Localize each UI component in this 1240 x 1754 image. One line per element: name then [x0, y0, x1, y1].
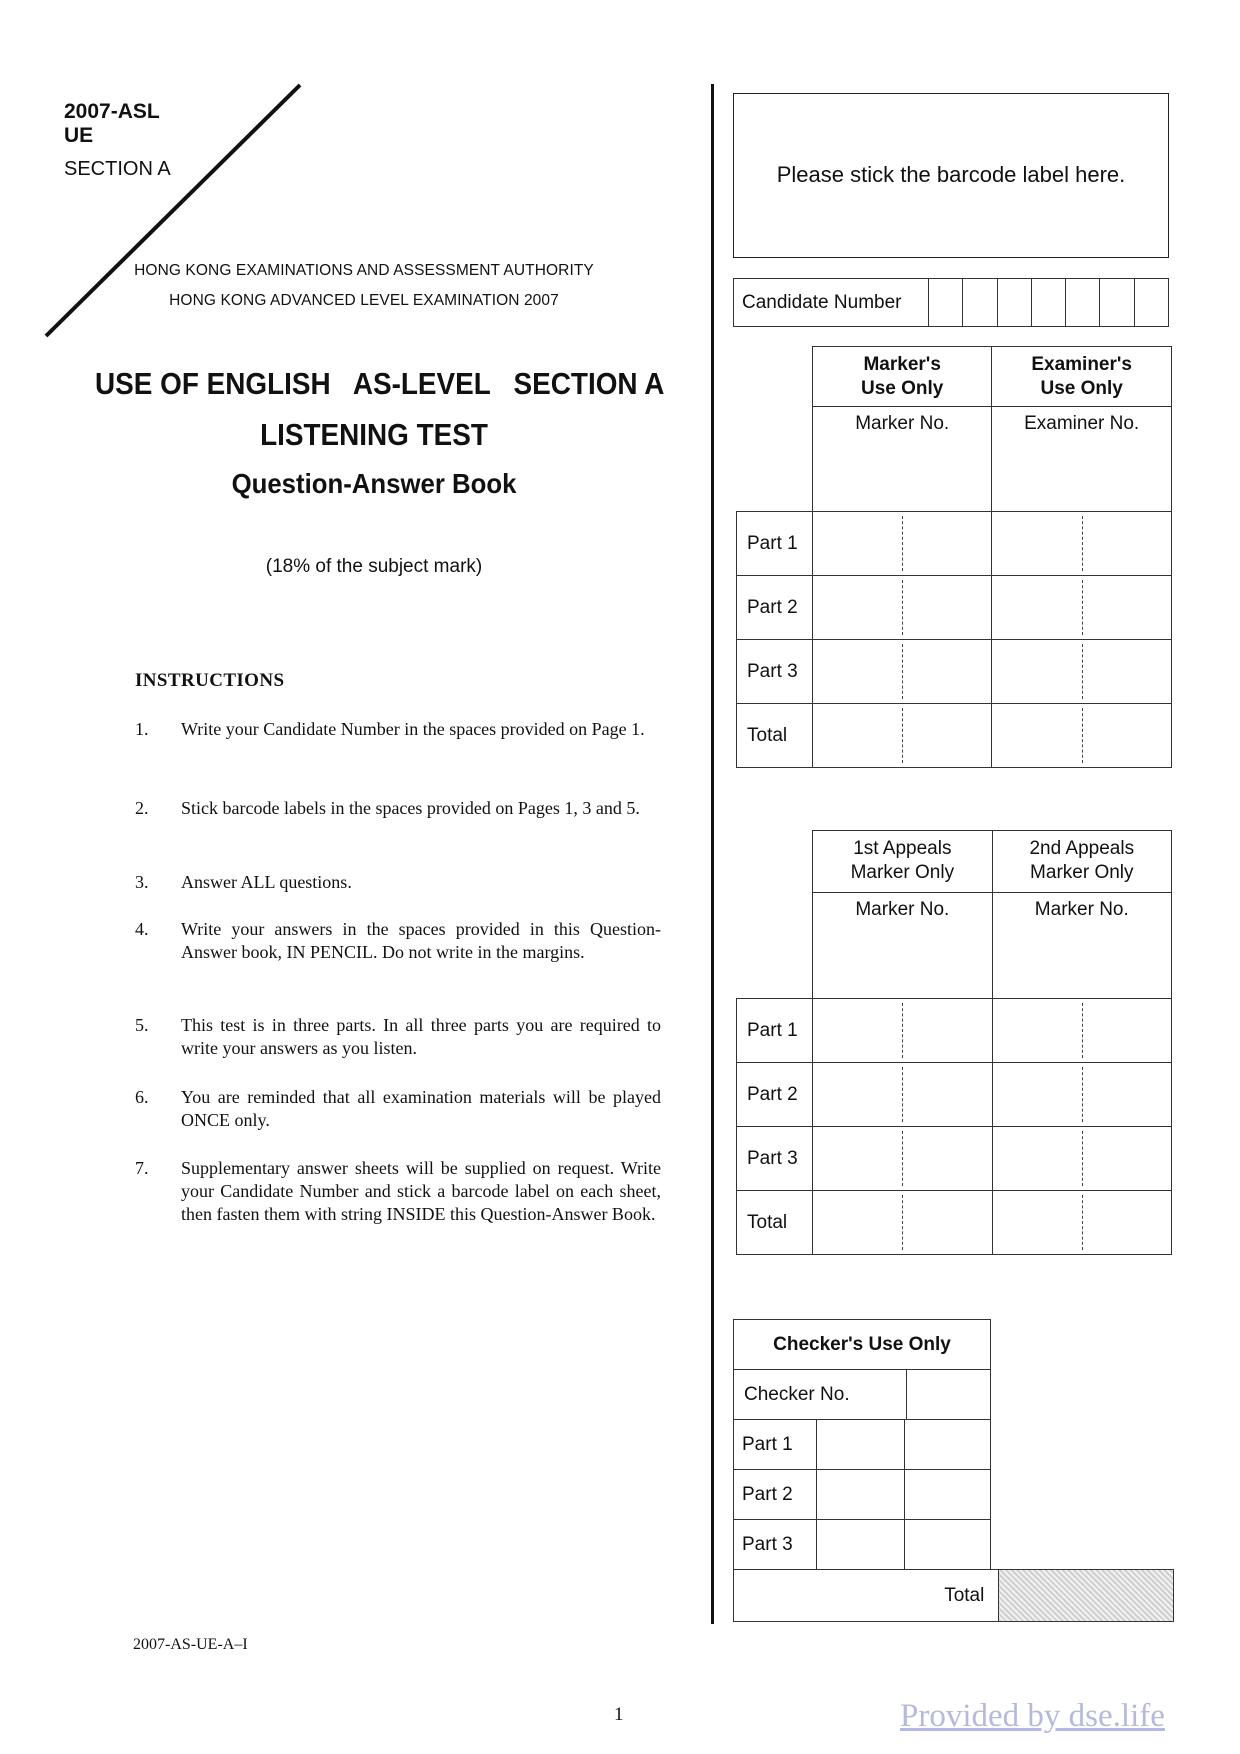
- column-divider: [711, 84, 714, 1624]
- candidate-digit-box[interactable]: [997, 279, 1031, 327]
- row-label: Part 1: [737, 999, 813, 1063]
- instruction-item: [135, 871, 665, 895]
- instruction-text: Write your Candidate Number in the spaces provided on Page 1.: [181, 719, 645, 739]
- instruction-number: 5.: [135, 1015, 149, 1035]
- checker-total-table: [733, 1569, 1174, 1622]
- score-cell[interactable]: [992, 704, 1172, 768]
- instruction-text: Supplementary answer sheets will be supplied on request. Write your Candidate Number and stick a barcode label on each sheet, then fasten them with string INSIDE this Question-Answer Book.: [181, 1158, 661, 1224]
- paper-code-line1: 2007-ASL: [64, 100, 160, 123]
- candidate-digit-box[interactable]: [1066, 279, 1100, 327]
- row-label: Total: [737, 704, 813, 768]
- instruction-text: This test is in three parts. In all three parts you are required to write your answers as you listen.: [181, 1015, 661, 1058]
- first-appeals-header: 1st Appeals Marker Only: [813, 831, 992, 893]
- marker-no-cell[interactable]: Marker No.: [813, 893, 992, 999]
- paper-code-line2: UE: [64, 124, 94, 147]
- instruction-item: [135, 1157, 665, 1251]
- row-label: Total: [737, 1191, 813, 1255]
- provided-by-link[interactable]: Provided by dse.life: [900, 1698, 1165, 1734]
- candidate-digit-box[interactable]: [963, 279, 997, 327]
- checker-cell[interactable]: [817, 1520, 905, 1570]
- score-cell[interactable]: [813, 704, 992, 768]
- score-cell[interactable]: [813, 512, 992, 576]
- page-number: 1: [614, 1704, 624, 1725]
- score-cell[interactable]: [992, 576, 1172, 640]
- marker-no-cell[interactable]: Marker No.: [813, 407, 992, 512]
- row-label: Part 3: [737, 640, 813, 704]
- score-cell[interactable]: [992, 1127, 1171, 1191]
- instruction-text: Stick barcode labels in the spaces provided on Pages 1, 3 and 5.: [181, 798, 640, 818]
- checker-cell[interactable]: [905, 1420, 991, 1470]
- candidate-digit-box[interactable]: [1134, 279, 1168, 327]
- instruction-item: [135, 718, 665, 766]
- checker-no-cell[interactable]: [907, 1370, 991, 1420]
- score-cell[interactable]: [813, 576, 992, 640]
- score-cell[interactable]: [813, 999, 992, 1063]
- instruction-number: 4.: [135, 919, 149, 939]
- checker-table: [733, 1319, 991, 1420]
- exam-name: HONG KONG ADVANCED LEVEL EXAMINATION 2007: [169, 292, 559, 309]
- score-cell[interactable]: [813, 1127, 992, 1191]
- test-title: LISTENING TEST: [260, 417, 488, 452]
- score-cell[interactable]: [813, 640, 992, 704]
- barcode-instruction: Please stick the barcode label here.: [776, 162, 1126, 187]
- instruction-text: Write your answers in the spaces provided in this Question-Answer book, IN PENCIL. Do not write in the margins.: [181, 919, 661, 962]
- checker-cell[interactable]: [905, 1470, 991, 1520]
- instruction-item: [135, 1086, 665, 1134]
- book-title: Question-Answer Book: [231, 468, 517, 499]
- row-label: Part 3: [734, 1520, 817, 1570]
- row-label: Part 2: [734, 1470, 817, 1520]
- marker-use-header: Marker's Use Only: [813, 347, 992, 407]
- instruction-item: [135, 1014, 665, 1062]
- candidate-number-label: Candidate Number: [734, 279, 929, 327]
- checker-header: Checker's Use Only: [734, 1320, 991, 1370]
- candidate-digit-box[interactable]: [928, 279, 962, 327]
- footer-paper-code: 2007-AS-UE-A–I: [133, 1636, 248, 1653]
- marker-examiner-table: [736, 346, 1172, 768]
- row-label: Part 3: [737, 1127, 813, 1191]
- examiner-no-cell[interactable]: Examiner No.: [992, 407, 1172, 512]
- checker-cell[interactable]: [817, 1420, 905, 1470]
- score-cell[interactable]: [992, 1063, 1171, 1127]
- checker-parts-table: [733, 1419, 991, 1570]
- row-label: Part 1: [737, 512, 813, 576]
- instruction-text: You are reminded that all examination materials will be played ONCE only.: [181, 1087, 661, 1130]
- instruction-item: [135, 797, 665, 845]
- checker-cell[interactable]: [905, 1520, 991, 1570]
- instruction-number: 1.: [135, 719, 149, 739]
- instruction-number: 3.: [135, 872, 149, 892]
- instruction-number: 7.: [135, 1158, 149, 1178]
- score-cell[interactable]: [992, 999, 1171, 1063]
- subject-mark-share: (18% of the subject mark): [265, 556, 483, 577]
- marker-no-cell[interactable]: Marker No.: [992, 893, 1171, 999]
- authority-name: HONG KONG EXAMINATIONS AND ASSESSMENT AUTHORITY: [134, 262, 594, 279]
- instruction-text: Answer ALL questions.: [181, 872, 352, 892]
- subject-title: USE OF ENGLISH AS-LEVEL SECTION A: [95, 366, 665, 401]
- checker-total-cell[interactable]: [999, 1570, 1174, 1622]
- candidate-digit-box[interactable]: [1100, 279, 1134, 327]
- score-cell[interactable]: [992, 640, 1172, 704]
- instruction-number: 6.: [135, 1087, 149, 1107]
- instructions-heading: INSTRUCTIONS: [135, 670, 285, 691]
- score-cell[interactable]: [813, 1063, 992, 1127]
- score-cell[interactable]: [813, 1191, 992, 1255]
- row-label: Part 1: [734, 1420, 817, 1470]
- score-cell[interactable]: [992, 512, 1172, 576]
- score-cell[interactable]: [992, 1191, 1171, 1255]
- checker-total-label: Total: [734, 1570, 999, 1622]
- checker-no-label: Checker No.: [734, 1370, 907, 1420]
- checker-cell[interactable]: [817, 1470, 905, 1520]
- examiner-use-header: Examiner's Use Only: [992, 347, 1172, 407]
- instruction-number: 2.: [135, 798, 149, 818]
- candidate-digit-box[interactable]: [1031, 279, 1065, 327]
- second-appeals-header: 2nd Appeals Marker Only: [992, 831, 1171, 893]
- row-label: Part 2: [737, 576, 813, 640]
- appeals-table: [736, 830, 1172, 1255]
- section-label: SECTION A: [64, 158, 171, 180]
- row-label: Part 2: [737, 1063, 813, 1127]
- candidate-number-table: [733, 278, 1169, 327]
- instruction-item: [135, 918, 665, 988]
- barcode-box: [733, 93, 1169, 258]
